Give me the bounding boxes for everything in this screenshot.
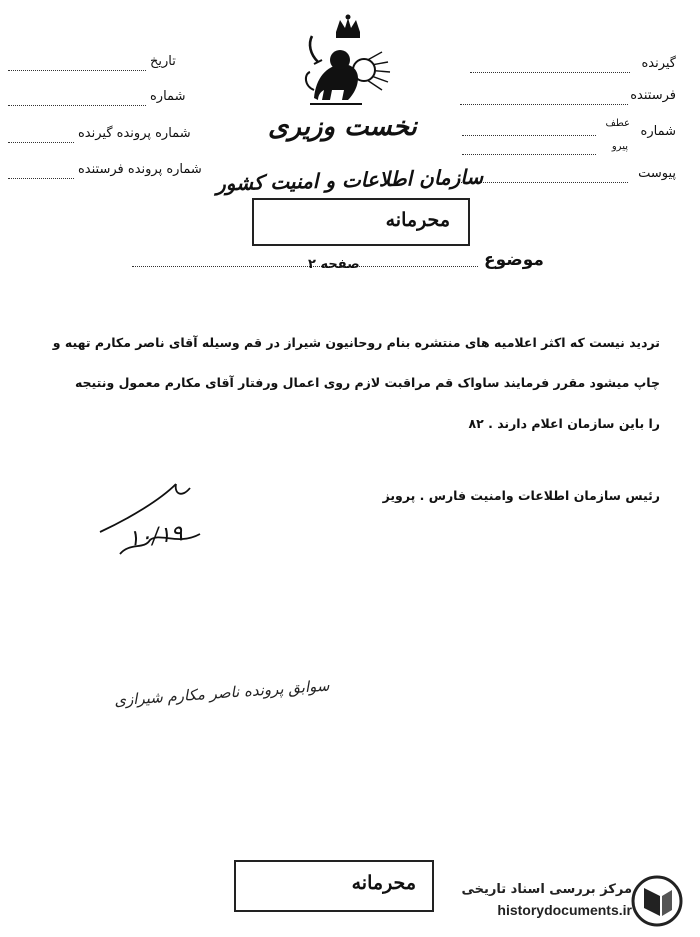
confidential-stamp-text: محرمانه xyxy=(385,209,450,231)
number-label-right: شماره xyxy=(640,124,676,139)
attachment-line xyxy=(458,182,628,183)
office-title: نخست وزیری xyxy=(268,112,417,142)
follow-up-line xyxy=(462,154,596,155)
confidential-stamp-top xyxy=(252,198,470,246)
number-label-left: شماره xyxy=(150,89,186,104)
page-number: صفحه ۲ xyxy=(308,257,360,272)
subject-label: موضوع xyxy=(484,250,544,270)
watermark-title: مرکز بررسی اسناد تاریخی xyxy=(461,882,632,897)
recipient-label: گیرنده xyxy=(641,56,676,71)
organization-title: سازمان اطلاعات و امنیت کشور xyxy=(215,164,484,196)
sender-line xyxy=(460,104,628,105)
body-line-1: تردید نیست که اکثر اعلامیه های منتشره بنام روحانیون شیراز در قم وسیله آقای ناصر مکارم تهیه و xyxy=(52,335,660,350)
sender-file-line xyxy=(8,178,74,179)
date-label: تاریخ xyxy=(150,54,176,69)
confidential-stamp-bottom xyxy=(234,860,434,912)
recipient-line xyxy=(470,72,630,73)
date-line xyxy=(8,70,146,71)
number-line-left xyxy=(8,105,146,106)
archive-logo-icon xyxy=(630,874,684,928)
signature-text: رئیس سازمان اطلاعات وامنیت فارس . پرویز xyxy=(382,488,660,503)
confidential-stamp-bottom-text: محرمانه xyxy=(351,872,416,894)
body-line-2: چاپ میشود مقرر فرمایند ساواک قم مراقبت لازم روی اعمال ورفتار آقای مکارم معمول ونتیجه xyxy=(74,375,660,390)
handwritten-note: سوابق پرونده ناصر مکارم شیرازی xyxy=(113,676,330,710)
recipient-file-label: شماره پرونده گیرنده xyxy=(78,126,191,141)
subject-line xyxy=(132,266,478,267)
attachment-label: پیوست xyxy=(638,166,676,181)
reference-label: عطف xyxy=(605,118,630,129)
follow-up-label: پیرو xyxy=(611,141,628,152)
reference-line xyxy=(462,135,596,136)
watermark-site: historydocuments.ir xyxy=(497,902,632,918)
sender-file-label: شماره پرونده فرستنده xyxy=(78,162,202,177)
sender-label: فرستنده xyxy=(630,88,676,103)
lion-and-sun-icon xyxy=(296,14,400,110)
signature-date: ۱۰/۱۹ xyxy=(126,521,184,552)
body-line-3: را باین سازمان اعلام دارند . ۸۲ xyxy=(468,416,660,431)
recipient-file-line xyxy=(8,142,74,143)
